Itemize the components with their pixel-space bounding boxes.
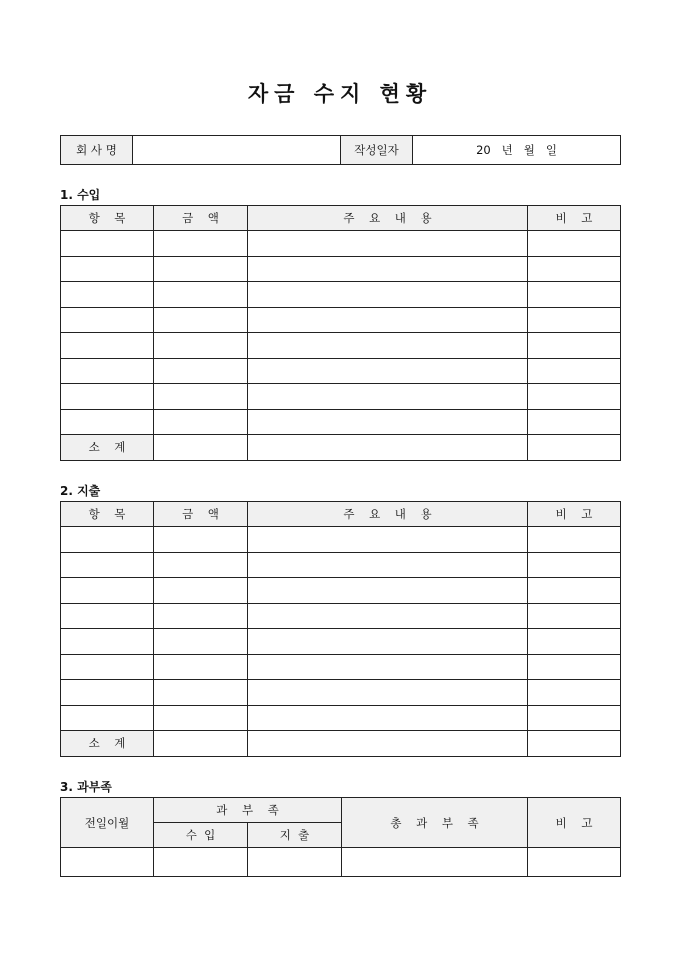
expense-details-cell[interactable] [248, 654, 528, 680]
income-details-cell[interactable] [248, 409, 528, 435]
income-amount-cell[interactable] [154, 282, 248, 308]
income-details-cell[interactable] [248, 282, 528, 308]
income-subtotal-remark[interactable] [528, 435, 621, 461]
income-details-cell[interactable] [248, 384, 528, 410]
expense-header-details: 주 요 내 용 [248, 502, 528, 527]
expense-item-cell[interactable] [61, 654, 154, 680]
expense-item-cell[interactable] [61, 603, 154, 629]
expense-details-cell[interactable] [248, 552, 528, 578]
expense-remark-cell[interactable] [528, 527, 621, 553]
income-item-cell[interactable] [61, 256, 154, 282]
income-amount-cell[interactable] [154, 307, 248, 333]
income-remark-cell[interactable] [528, 333, 621, 359]
surplus-table [60, 797, 621, 877]
expense-remark-cell[interactable] [528, 680, 621, 706]
income-amount-cell[interactable] [154, 231, 248, 257]
expense-remark-cell[interactable] [528, 578, 621, 604]
expense-amount-cell[interactable] [154, 578, 248, 604]
expense-amount-cell[interactable] [154, 654, 248, 680]
income-item-cell[interactable] [61, 358, 154, 384]
total-surplus-value[interactable] [342, 848, 528, 877]
income-remark-cell[interactable] [528, 282, 621, 308]
company-name-field[interactable] [133, 136, 341, 165]
table-row [61, 256, 621, 282]
expense-item-cell[interactable] [61, 527, 154, 553]
income-remark-cell[interactable] [528, 231, 621, 257]
expense-remark-cell[interactable] [528, 552, 621, 578]
company-info-table [60, 135, 621, 165]
income-subtotal-label: 소 계 [61, 435, 154, 461]
table-row [61, 307, 621, 333]
income-table [60, 205, 621, 461]
expense-subtotal-label: 소 계 [61, 731, 154, 757]
income-amount-cell[interactable] [154, 358, 248, 384]
expense-details-cell[interactable] [248, 705, 528, 731]
table-row [61, 654, 621, 680]
income-subtotal-details[interactable] [248, 435, 528, 461]
income-header-details: 주 요 내 용 [248, 206, 528, 231]
table-row [61, 848, 621, 877]
income-remark-cell[interactable] [528, 256, 621, 282]
expense-item-cell[interactable] [61, 629, 154, 655]
expense-amount-cell[interactable] [154, 603, 248, 629]
expense-header-item: 항 목 [61, 502, 154, 527]
expense-details-cell[interactable] [248, 527, 528, 553]
company-name-label: 회 사 명 [61, 136, 133, 165]
subtotal-row [61, 435, 621, 461]
table-row [61, 629, 621, 655]
table-row [61, 358, 621, 384]
table-row [61, 282, 621, 308]
income-amount-cell[interactable] [154, 409, 248, 435]
table-row [61, 231, 621, 257]
income-section-title: 1. 수입 [60, 188, 101, 202]
page-title: 자금 수지 현황 [247, 81, 433, 106]
expense-remark-cell[interactable] [528, 705, 621, 731]
surplus-remark-label: 비 고 [528, 798, 621, 848]
carryover-value[interactable] [61, 848, 154, 877]
expense-header-remark: 비 고 [528, 502, 621, 527]
income-details-cell[interactable] [248, 307, 528, 333]
surplus-income-value[interactable] [154, 848, 248, 877]
surplus-expense-value[interactable] [248, 848, 342, 877]
expense-item-cell[interactable] [61, 552, 154, 578]
expense-remark-cell[interactable] [528, 629, 621, 655]
expense-details-cell[interactable] [248, 578, 528, 604]
expense-subtotal-amount[interactable] [154, 731, 248, 757]
expense-amount-cell[interactable] [154, 680, 248, 706]
income-item-cell[interactable] [61, 231, 154, 257]
expense-subtotal-remark[interactable] [528, 731, 621, 757]
expense-details-cell[interactable] [248, 629, 528, 655]
income-item-cell[interactable] [61, 384, 154, 410]
income-item-cell[interactable] [61, 333, 154, 359]
income-item-cell[interactable] [61, 282, 154, 308]
expense-item-cell[interactable] [61, 578, 154, 604]
surplus-expense-label: 지 출 [248, 823, 342, 848]
expense-section-title: 2. 지출 [60, 484, 101, 498]
expense-amount-cell[interactable] [154, 527, 248, 553]
expense-table [60, 501, 621, 757]
table-row [61, 603, 621, 629]
income-remark-cell[interactable] [528, 384, 621, 410]
income-details-cell[interactable] [248, 256, 528, 282]
expense-details-cell[interactable] [248, 603, 528, 629]
date-label: 작성일자 [341, 136, 413, 165]
income-details-cell[interactable] [248, 333, 528, 359]
surplus-income-label: 수 입 [154, 823, 248, 848]
date-field[interactable]: 20 년 월 일 [413, 136, 621, 165]
income-amount-cell[interactable] [154, 384, 248, 410]
surplus-group-label: 과 부 족 [154, 798, 342, 823]
income-remark-cell[interactable] [528, 358, 621, 384]
expense-item-cell[interactable] [61, 705, 154, 731]
expense-remark-cell[interactable] [528, 603, 621, 629]
income-item-cell[interactable] [61, 307, 154, 333]
table-row [61, 680, 621, 706]
expense-item-cell[interactable] [61, 680, 154, 706]
income-remark-cell[interactable] [528, 409, 621, 435]
surplus-remark-value[interactable] [528, 848, 621, 877]
income-details-cell[interactable] [248, 358, 528, 384]
expense-subtotal-details[interactable] [248, 731, 528, 757]
expense-amount-cell[interactable] [154, 629, 248, 655]
expense-header-amount: 금 액 [154, 502, 248, 527]
expense-remark-cell[interactable] [528, 654, 621, 680]
table-row [61, 333, 621, 359]
table-row [61, 705, 621, 731]
table-row [61, 552, 621, 578]
subtotal-row [61, 731, 621, 757]
income-header-amount: 금 액 [154, 206, 248, 231]
income-amount-cell[interactable] [154, 256, 248, 282]
income-header-item: 항 목 [61, 206, 154, 231]
income-amount-cell[interactable] [154, 333, 248, 359]
table-row [61, 409, 621, 435]
income-remark-cell[interactable] [528, 307, 621, 333]
table-row [61, 527, 621, 553]
income-header-remark: 비 고 [528, 206, 621, 231]
expense-amount-cell[interactable] [154, 705, 248, 731]
expense-amount-cell[interactable] [154, 552, 248, 578]
income-details-cell[interactable] [248, 231, 528, 257]
carryover-label: 전일이월 [61, 798, 154, 848]
income-subtotal-amount[interactable] [154, 435, 248, 461]
expense-details-cell[interactable] [248, 680, 528, 706]
surplus-section-title: 3. 과부족 [60, 780, 112, 794]
total-surplus-label: 총 과 부 족 [342, 798, 528, 848]
table-row [61, 578, 621, 604]
income-item-cell[interactable] [61, 409, 154, 435]
table-row [61, 384, 621, 410]
